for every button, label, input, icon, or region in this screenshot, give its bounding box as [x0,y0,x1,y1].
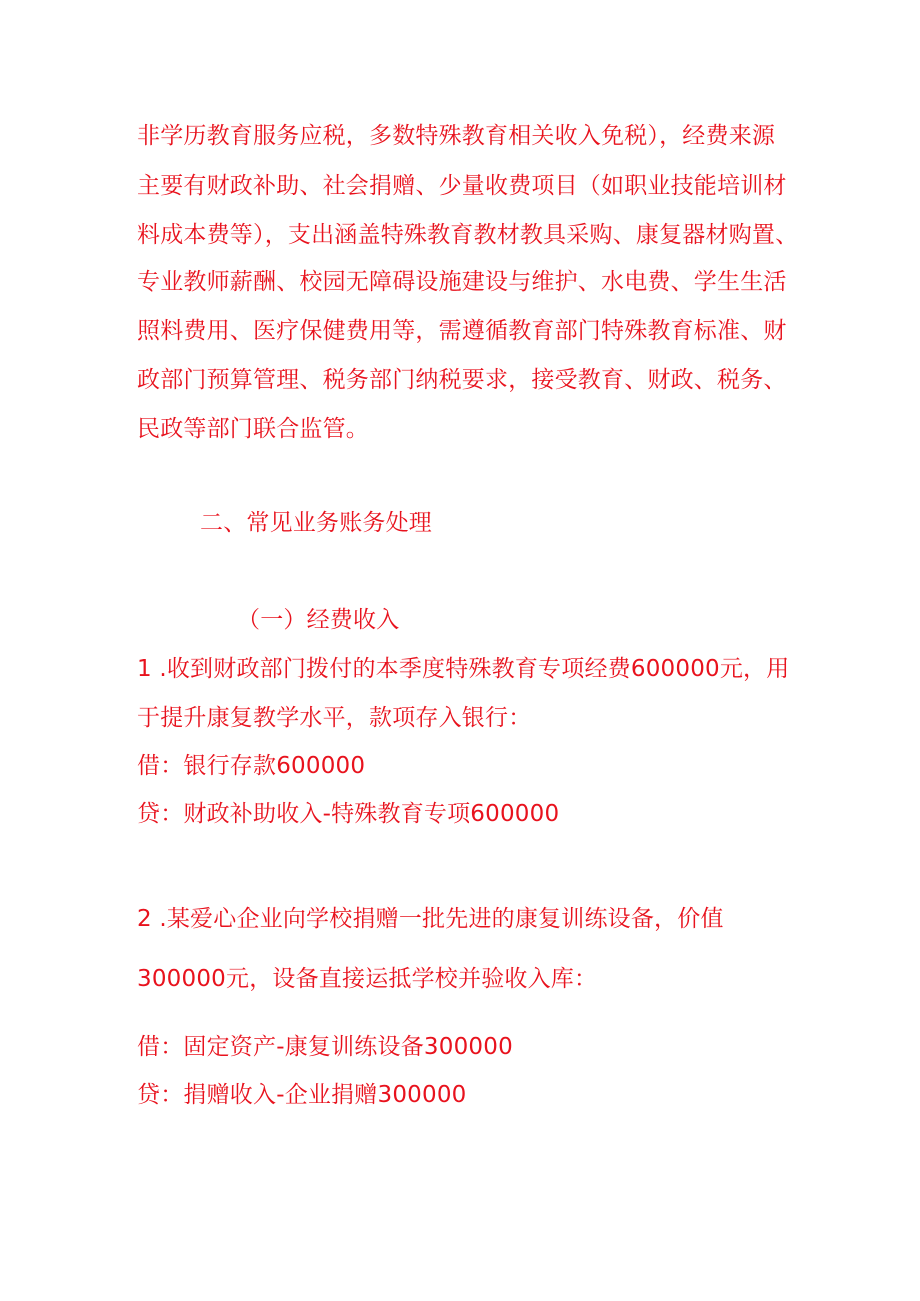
subsection-heading: （一）经费收入 [237,607,400,633]
intro-line-5: 照料费用、医疗保健费用等，需遵循教育部门特殊教育标准、财 [137,318,787,344]
intro-line-6: 政部门预算管理、税务部门纳税要求，接受教育、财政、税务、 [137,367,787,393]
intro-line-4: 专业教师薪酬、校园无障碍设施建设与维护、水电费、学生生活 [137,269,787,295]
section-heading: 二、常见业务账务处理 [200,510,432,536]
item1-line-1: 1 .收到财政部门拨付的本季度特殊教育专项经费600000元，用 [137,656,790,682]
item2-debit-entry: 借：固定资产-康复训练设备300000 [137,1034,513,1060]
intro-line-2: 主要有财政补助、社会捐赠、少量收费项目（如职业技能培训材 [137,173,787,199]
item2-line-2: 300000元，设备直接运抵学校并验收入库： [137,966,598,992]
item1-debit-entry: 借：银行存款600000 [137,753,366,779]
item2-line-1: 2 .某爱心企业向学校捐赠一批先进的康复训练设备，价值 [137,906,724,932]
intro-line-1: 非学历教育服务应税，多数特殊教育相关收入免税），经费来源 [137,123,776,149]
intro-line-7: 民政等部门联合监管。 [137,416,369,442]
item2-credit-entry: 贷：捐赠收入-企业捐赠300000 [137,1082,467,1108]
intro-line-3: 料成本费等），支出涵盖特殊教育教材教具采购、康复器材购置、 [137,222,799,248]
item1-line-2: 于提升康复教学水平，款项存入银行： [137,705,532,731]
item1-credit-entry: 贷：财政补助收入-特殊教育专项600000 [137,801,560,827]
